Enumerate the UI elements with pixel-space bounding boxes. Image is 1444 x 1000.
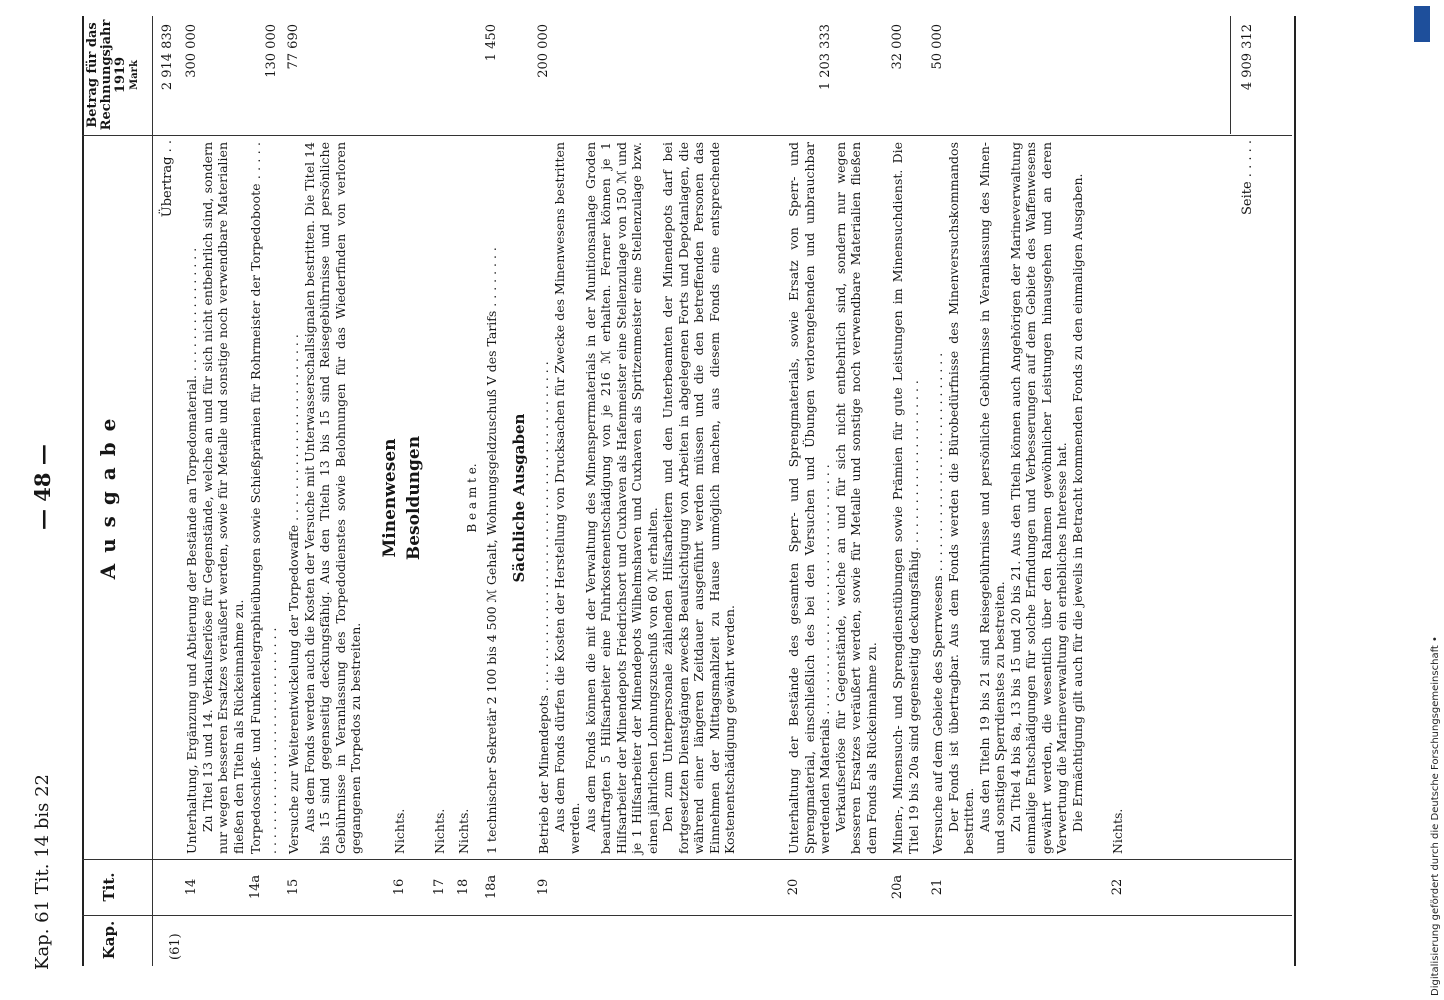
row-line: Versuche auf dem Gebiete des Sperrwesens . . . . . . . . . . . . . . . . . . . . . . . . . . . . <box>930 352 945 854</box>
row-line: Der Fonds ist übertragbar. Aus dem Fonds werden die Bürobedürfnisse des Minenversuchskommandos bestritten. <box>945 142 976 854</box>
row-text <box>786 142 879 854</box>
betrag-unit: Mark <box>129 60 140 90</box>
row-line: Aus dem Fonds dürfen die Kosten der Herstellung von Drucksachen für Zwecke des Minenwesens bestritten werden. <box>551 142 582 854</box>
row-amount: 50 000 <box>930 24 945 70</box>
row-amount: 1 450 <box>484 24 499 62</box>
tit-number: 17 <box>432 878 447 896</box>
section-beamte: B e a m t e. <box>465 463 479 533</box>
row-text: Minen-, Minensuch- und Sprengdienstübungen sowie Prämien für gute Leistungen im Minensuchdienst. Die Titel 19 bis 20a sind gegenseitig deckungsfähig. . . . . . . . . . . . . . . . . . . . . . <box>890 142 921 854</box>
row-line: Betrieb der Minendepots . . . . . . . . . . . . . . . . . . . . . . . . . . . . . . . . . . . . . . . . . . <box>536 361 551 854</box>
row-line: Die Ermächtigung gilt auch für die jeweils in Betracht kommenden Fonds zu den einmaligen Ausgaben. <box>1069 173 1085 832</box>
row-text: Nichts. <box>392 808 407 854</box>
row-text <box>536 142 738 854</box>
chapter-header: Kap. 61 Tit. 14 bis 22 <box>32 774 53 970</box>
header-divider <box>152 16 153 966</box>
row-text <box>184 142 246 854</box>
column-divider <box>82 135 1292 136</box>
tit-number: 20a <box>890 874 905 900</box>
row-text <box>248 142 279 854</box>
tit-number: 18a <box>484 874 499 900</box>
row-line: Torpedoschieß- und Funkentelegraphieübungen sowie Schießprämien für Rohrmeister der Torpedoboote . . . . . . . . . . . . . . . . . . . . . . . . . . . . . . . . . . <box>248 142 279 854</box>
digitization-note-text: Digitalisierung gefördert durch die Deutsche Forschungsgemeinschaft • <box>1430 636 1441 996</box>
carry-amount: 2 914 839 <box>160 24 175 91</box>
row-line: Verkaufserlöse für Gegenstände, welche an und für sich nicht entbehrlich sind, sondern nur wegen besseren Ersatzes veräußert werden, sowie für Metalle und sonstige noch verwendbare Materialien fließen dem Fonds als Rückeinnahme zu. <box>832 142 879 854</box>
row-text: Nichts. <box>1110 808 1125 854</box>
sum-rule <box>1230 16 1231 134</box>
tit-number: 21 <box>930 878 945 896</box>
row-line: Zu Titel 4 bis 8a, 13 bis 15 und 20 bis 21. Aus den Titeln können auch Angehörigen der Marineverwaltung einmalige Entschädigungen für solche Erfindungen und Verbesserungen auf dem Gebiete des Waffenwesens gewährt werden, die wesentlich über den Rahmen gewöhnlicher Leistungen hinausgehen und an deren Verwertung die Marineverwaltung ein erhebliches Interesse hat. <box>1007 142 1069 854</box>
section-saechliche: Sächliche Ausgaben <box>510 413 528 583</box>
section-minenwesen: Minenwesen <box>380 438 400 558</box>
tit-number: 19 <box>536 878 551 896</box>
tit-number: 22 <box>1110 878 1125 896</box>
betrag-line-1: Betrag für das <box>85 22 100 128</box>
row-amount: 77 690 <box>286 24 301 70</box>
column-divider <box>82 915 1292 916</box>
row-line: Den zum Unterpersonale zählenden Hilfsarbeitern und den Unterbeamten der Minendepots darf bei fortgesetzten Dienstgängen zwecks Beaufsichtigung von Arbeiten in abgelegenen Forts und Depotanlagen, die während einer längeren Zeitdauer ausgeführt werden müssen und die den betreffenden Personen das Einnehmen der Mittagsmahlzeit zu Hause unmöglich machen, aus diesem Fonds eine entsprechende Kostenentschädigung gewährt werden. <box>660 142 737 854</box>
carry-label: Übertrag . . <box>160 140 175 218</box>
row-text <box>930 142 1085 854</box>
section-besoldungen: Besoldungen <box>404 435 424 561</box>
row-line: Unterhaltung der Bestände des gesamten Sperr- und Sprengmaterials, sowie Ersatz von Sperr- und Sprengmaterial, einschließlich des bei den Versuchen und Übungen verlorengehenden und unbrauchbar werdenden Materials . . . . . . . . . . . . . . . . . . . . . . . . . . . . . . . . <box>786 142 832 854</box>
tit-number: 20 <box>786 878 801 896</box>
row-text: Nichts. <box>432 808 447 854</box>
row-line: Unterhaltung, Ergänzung und Abtierung der Bestände an Torpedomaterial. . . . . . . . . . . . . . . . . <box>184 247 199 854</box>
col-head-ausgabe: A u s g a b e <box>96 416 120 580</box>
row-amount: 1 203 333 <box>818 24 833 91</box>
row-line: Aus dem Fonds können die mit der Verwaltung des Minensperrmaterials in der Munitionsanlage Groden beauftragten 5 Hilfsarbeiter eine Fuhrkostenentschädigung von je 216 ℳ erhalten. Ferner können je 1 Hilfsarbeiter der Minendepots Friedrichsort und Cuxhaven als Hafenmeister eine Stellenzulage von 150 ℳ und je 1 Hilfsarbeiter der Minendepots Wilhelmshaven und Cuxhaven als Spritzenmeister eine Stellenzulage bzw. einen jährlichen Lohnungszuschuß von 60 ℳ erhalten. <box>582 142 660 854</box>
tit-number: 18 <box>456 878 471 896</box>
row-text: 1 technischer Sekretär 2 100 bis 4 500 ℳ Gehalt, Wohnungsgeldzuschuß V des Tarifs . . . . . . . . <box>484 247 499 854</box>
col-head-betrag <box>86 16 142 134</box>
footer-label: Seite . . . . . <box>1240 140 1255 215</box>
col-head-kap: Kap. <box>100 920 118 960</box>
row-text: Nichts. <box>456 808 471 854</box>
row-amount: 200 000 <box>536 24 551 78</box>
tit-number: 14 <box>184 878 199 896</box>
row-text <box>286 142 364 854</box>
row-line: Aus dem Fonds werden auch die Kosten der Versuche mit Unterwasserschallsignalen bestritten. Die Titel 14 bis 15 sind gegenseitig deckungsfähig. Aus den Titeln 13 bis 15 sind Reisegebührnisse und persönliche Gebührnisse in Veranlassung des Torpedodienstes sowie Belohnungen für das Wiederfinden von verloren gegangenen Torpedos zu bestreiten. <box>301 142 363 854</box>
row-amount: 130 000 <box>264 24 279 78</box>
row-line: Zu Titel 13 und 14. Verkaufserlöse für Gegenstände, welche an und für sich nicht entbehrlich sind, sondern nur wegen besseren Ersatzes veräußert werden, sowie für Metalle und sonstige noch verwendbare Materialien fließen den Titeln als Rückeinnahme zu. <box>199 142 246 854</box>
betrag-line-2: Rechnungsjahr <box>99 19 114 131</box>
col-head-tit: Tit. <box>100 872 118 902</box>
tit-number: 15 <box>286 878 301 896</box>
row-amount: 32 000 <box>890 24 905 70</box>
row-line: Aus den Titeln 19 bis 21 sind Reisegebührnisse und persönliche Gebührnisse in Veranlassung des Minen- und sonstigen Sperrdienstes zu bestreiten. <box>976 142 1007 854</box>
betrag-line-3: 1919 <box>113 56 128 94</box>
tit-number: 16 <box>392 878 407 896</box>
dfg-logo <box>1414 6 1430 42</box>
tit-number: 14a <box>248 874 263 900</box>
footer-amount: 4 909 312 <box>1240 24 1255 91</box>
row-amount: 300 000 <box>184 24 199 78</box>
kap-value: (61) <box>168 933 183 960</box>
row-line: Versuche zur Weiterentwickelung der Torpedowaffe . . . . . . . . . . . . . . . . . . . . . . . . <box>286 334 301 854</box>
page-number: — 48 — <box>30 444 55 530</box>
digitization-note <box>1412 6 1441 996</box>
